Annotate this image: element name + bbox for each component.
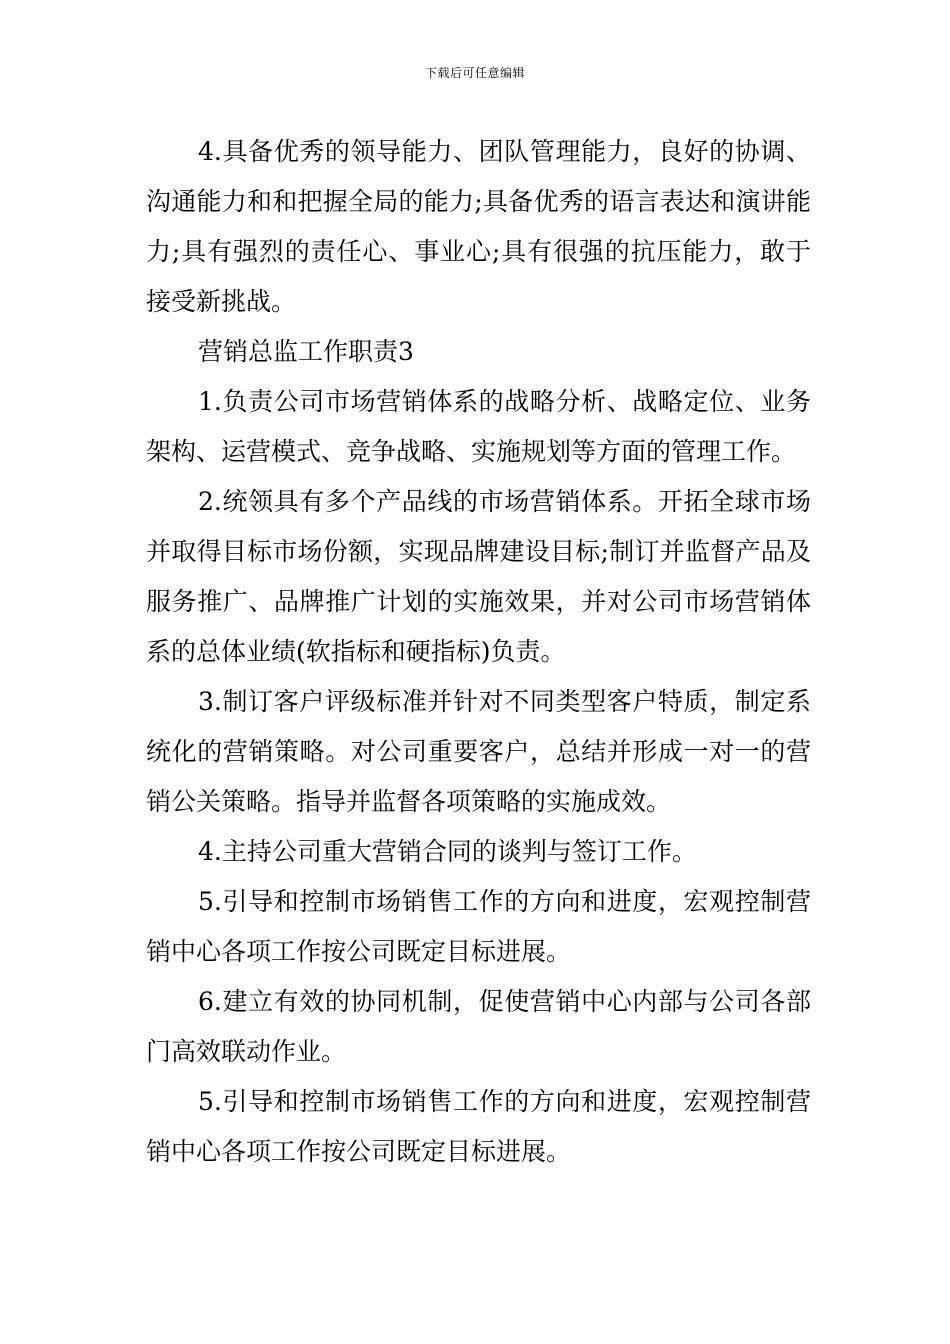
document-body (146, 127, 811, 1177)
section-heading: 营销总监工作职责3 (198, 337, 414, 366)
paragraph-qualification-4: 4.具备优秀的领导能力、团队管理能力，良好的协调、沟通能力和和把握全局的能力;具备优秀的语言表达和演讲能力;具有强烈的责任心、事业心;具有很强的抗压能力，敢于接受新挑战。 (146, 137, 811, 316)
paragraph-duty-4: 4.主持公司重大营销合同的谈判与签订工作。 (198, 837, 697, 866)
paragraph-duty-1: 1.负责公司市场营销体系的战略分析、战略定位、业务架构、运营模式、竞争战略、实施规划等方面的管理工作。 (146, 387, 811, 466)
paragraph-duty-6: 6.建立有效的协同机制，促使营销中心内部与公司各部门高效联动作业。 (146, 987, 811, 1066)
header-note: 下载后可任意编辑 (424, 66, 525, 80)
paragraph-duty-5-repeat: 5.引导和控制市场销售工作的方向和进度，宏观控制营销中心各项工作按公司既定目标进展。 (146, 1087, 811, 1166)
paragraph-duty-2: 2.统领具有多个产品线的市场营销体系。开拓全球市场并取得目标市场份额，实现品牌建设目标;制订并监督产品及服务推广、品牌推广计划的实施效果，并对公司市场营销体系的总体业绩(软指标和硬指标)负责。 (146, 487, 811, 666)
paragraph-duty-3: 3.制订客户评级标准并针对不同类型客户特质，制定系统化的营销策略。对公司重要客户，总结并形成一对一的营销公关策略。指导并监督各项策略的实施成效。 (146, 687, 811, 816)
paragraph-duty-5: 5.引导和控制市场销售工作的方向和进度，宏观控制营销中心各项工作按公司既定目标进展。 (146, 887, 811, 966)
